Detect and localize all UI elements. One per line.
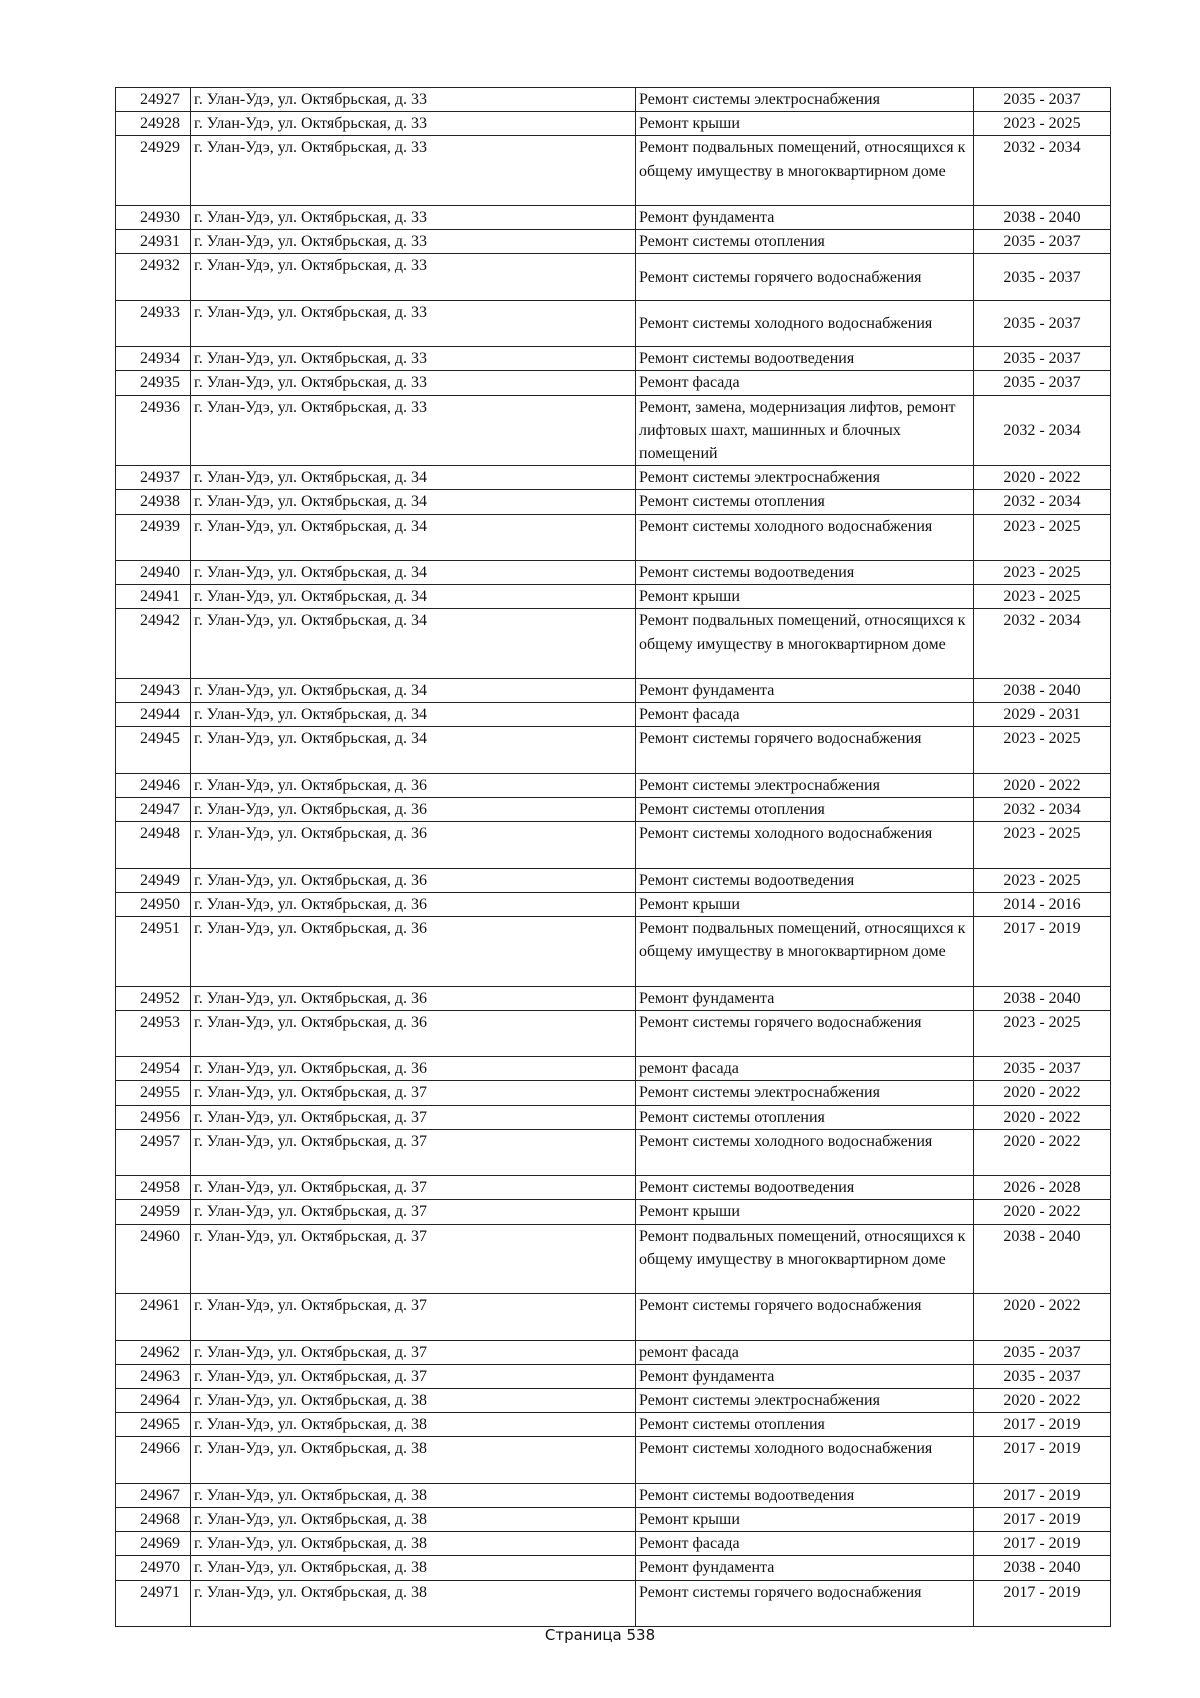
address-cell: г. Улан-Удэ, ул. Октябрьская, д. 33 <box>191 230 636 254</box>
table-row <box>116 1224 1111 1294</box>
work-type-cell: Ремонт системы холодного водоснабжения <box>636 1437 974 1483</box>
period-cell: 2035 - 2037 <box>974 1340 1111 1364</box>
address-cell: г. Улан-Удэ, ул. Октябрьская, д. 34 <box>191 561 636 585</box>
row-number-cell: 24961 <box>116 1294 191 1340</box>
row-number-cell: 24930 <box>116 206 191 230</box>
period-cell: 2020 - 2022 <box>974 1200 1111 1224</box>
table-row <box>116 1057 1111 1081</box>
table-row <box>116 88 1111 112</box>
work-type-cell: Ремонт системы холодного водоснабжения <box>636 514 974 560</box>
row-number-cell: 24959 <box>116 1200 191 1224</box>
address-cell: г. Улан-Удэ, ул. Октябрьская, д. 34 <box>191 585 636 609</box>
row-number-cell: 24941 <box>116 585 191 609</box>
table-row <box>116 490 1111 514</box>
row-number-cell: 24949 <box>116 868 191 892</box>
address-cell: г. Улан-Удэ, ул. Октябрьская, д. 38 <box>191 1580 636 1626</box>
address-cell: г. Улан-Удэ, ул. Октябрьская, д. 38 <box>191 1483 636 1507</box>
work-type-cell: Ремонт фасада <box>636 371 974 395</box>
row-number-cell: 24951 <box>116 917 191 987</box>
table-row <box>116 727 1111 773</box>
period-cell: 2035 - 2037 <box>974 347 1111 371</box>
row-number-cell: 24950 <box>116 892 191 916</box>
period-cell: 2035 - 2037 <box>974 371 1111 395</box>
address-cell: г. Улан-Удэ, ул. Октябрьская, д. 38 <box>191 1413 636 1437</box>
address-cell: г. Улан-Удэ, ул. Октябрьская, д. 37 <box>191 1129 636 1175</box>
address-cell: г. Улан-Удэ, ул. Октябрьская, д. 37 <box>191 1081 636 1105</box>
work-type-cell: ремонт фасада <box>636 1340 974 1364</box>
table-row <box>116 679 1111 703</box>
work-type-cell: Ремонт системы водоотведения <box>636 1483 974 1507</box>
work-type-cell: Ремонт фундамента <box>636 1364 974 1388</box>
address-cell: г. Улан-Удэ, ул. Октябрьская, д. 38 <box>191 1532 636 1556</box>
work-type-cell: Ремонт крыши <box>636 892 974 916</box>
work-type-cell: Ремонт крыши <box>636 1507 974 1531</box>
table-row <box>116 1176 1111 1200</box>
period-cell: 2032 - 2034 <box>974 395 1111 466</box>
address-cell: г. Улан-Удэ, ул. Октябрьская, д. 36 <box>191 868 636 892</box>
work-type-cell: Ремонт системы горячего водоснабжения <box>636 1010 974 1056</box>
address-cell: г. Улан-Удэ, ул. Октябрьская, д. 36 <box>191 1010 636 1056</box>
table-row <box>116 347 1111 371</box>
period-cell: 2023 - 2025 <box>974 1010 1111 1056</box>
row-number-cell: 24945 <box>116 727 191 773</box>
address-cell: г. Улан-Удэ, ул. Октябрьская, д. 36 <box>191 892 636 916</box>
table-row <box>116 1294 1111 1340</box>
table-row <box>116 561 1111 585</box>
address-cell: г. Улан-Удэ, ул. Октябрьская, д. 37 <box>191 1200 636 1224</box>
address-cell: г. Улан-Удэ, ул. Октябрьская, д. 38 <box>191 1556 636 1580</box>
work-type-cell: Ремонт системы отопления <box>636 230 974 254</box>
address-cell: г. Улан-Удэ, ул. Октябрьская, д. 36 <box>191 822 636 868</box>
row-number-cell: 24971 <box>116 1580 191 1626</box>
row-number-cell: 24931 <box>116 230 191 254</box>
work-type-cell: Ремонт системы водоотведения <box>636 1176 974 1200</box>
table-row <box>116 1105 1111 1129</box>
row-number-cell: 24963 <box>116 1364 191 1388</box>
table-row <box>116 1010 1111 1056</box>
period-cell: 2035 - 2037 <box>974 300 1111 346</box>
work-type-cell: Ремонт системы водоотведения <box>636 561 974 585</box>
period-cell: 2017 - 2019 <box>974 1437 1111 1483</box>
table-row <box>116 1200 1111 1224</box>
work-type-cell: Ремонт системы электроснабжения <box>636 1081 974 1105</box>
table-row <box>116 986 1111 1010</box>
address-cell: г. Улан-Удэ, ул. Октябрьская, д. 34 <box>191 703 636 727</box>
period-cell: 2020 - 2022 <box>974 1081 1111 1105</box>
period-cell: 2032 - 2034 <box>974 798 1111 822</box>
table-row <box>116 1081 1111 1105</box>
work-type-cell: Ремонт системы отопления <box>636 1105 974 1129</box>
row-number-cell: 24953 <box>116 1010 191 1056</box>
row-number-cell: 24938 <box>116 490 191 514</box>
address-cell: г. Улан-Удэ, ул. Октябрьская, д. 33 <box>191 371 636 395</box>
table-row <box>116 206 1111 230</box>
period-cell: 2017 - 2019 <box>974 1532 1111 1556</box>
row-number-cell: 24947 <box>116 798 191 822</box>
address-cell: г. Улан-Удэ, ул. Октябрьская, д. 36 <box>191 798 636 822</box>
address-cell: г. Улан-Удэ, ул. Октябрьская, д. 34 <box>191 679 636 703</box>
row-number-cell: 24948 <box>116 822 191 868</box>
row-number-cell: 24936 <box>116 395 191 466</box>
work-type-cell: Ремонт фундамента <box>636 986 974 1010</box>
period-cell: 2017 - 2019 <box>974 1580 1111 1626</box>
address-cell: г. Улан-Удэ, ул. Октябрьская, д. 37 <box>191 1176 636 1200</box>
address-cell: г. Улан-Удэ, ул. Октябрьская, д. 33 <box>191 395 636 466</box>
table-row <box>116 1413 1111 1437</box>
table-row <box>116 1340 1111 1364</box>
row-number-cell: 24932 <box>116 254 191 300</box>
address-cell: г. Улан-Удэ, ул. Октябрьская, д. 34 <box>191 490 636 514</box>
row-number-cell: 24928 <box>116 112 191 136</box>
row-number-cell: 24940 <box>116 561 191 585</box>
period-cell: 2038 - 2040 <box>974 986 1111 1010</box>
table-row <box>116 822 1111 868</box>
row-number-cell: 24933 <box>116 300 191 346</box>
table-row <box>116 1437 1111 1483</box>
period-cell: 2035 - 2037 <box>974 1057 1111 1081</box>
table-row <box>116 773 1111 797</box>
work-type-cell: Ремонт системы электроснабжения <box>636 773 974 797</box>
work-type-cell: Ремонт системы электроснабжения <box>636 466 974 490</box>
table-body <box>116 88 1111 1627</box>
row-number-cell: 24966 <box>116 1437 191 1483</box>
address-cell: г. Улан-Удэ, ул. Октябрьская, д. 34 <box>191 514 636 560</box>
period-cell: 2032 - 2034 <box>974 609 1111 679</box>
period-cell: 2035 - 2037 <box>974 1364 1111 1388</box>
row-number-cell: 24946 <box>116 773 191 797</box>
period-cell: 2026 - 2028 <box>974 1176 1111 1200</box>
period-cell: 2020 - 2022 <box>974 1388 1111 1412</box>
address-cell: г. Улан-Удэ, ул. Октябрьская, д. 33 <box>191 136 636 206</box>
row-number-cell: 24970 <box>116 1556 191 1580</box>
table-row <box>116 230 1111 254</box>
row-number-cell: 24965 <box>116 1413 191 1437</box>
table-row <box>116 1507 1111 1531</box>
address-cell: г. Улан-Удэ, ул. Октябрьская, д. 34 <box>191 727 636 773</box>
row-number-cell: 24935 <box>116 371 191 395</box>
row-number-cell: 24944 <box>116 703 191 727</box>
row-number-cell: 24964 <box>116 1388 191 1412</box>
work-type-cell: Ремонт подвальных помещений, относящихся к общему имуществу в многоквартирном доме <box>636 609 974 679</box>
table-row <box>116 254 1111 300</box>
row-number-cell: 24958 <box>116 1176 191 1200</box>
address-cell: г. Улан-Удэ, ул. Октябрьская, д. 36 <box>191 773 636 797</box>
period-cell: 2038 - 2040 <box>974 1224 1111 1294</box>
period-cell: 2023 - 2025 <box>974 585 1111 609</box>
table-row <box>116 892 1111 916</box>
period-cell: 2035 - 2037 <box>974 230 1111 254</box>
period-cell: 2038 - 2040 <box>974 1556 1111 1580</box>
address-cell: г. Улан-Удэ, ул. Октябрьская, д. 37 <box>191 1105 636 1129</box>
period-cell: 2017 - 2019 <box>974 1483 1111 1507</box>
table-row <box>116 395 1111 466</box>
table-row <box>116 1364 1111 1388</box>
work-type-cell: ремонт фасада <box>636 1057 974 1081</box>
period-cell: 2035 - 2037 <box>974 88 1111 112</box>
work-type-cell: Ремонт системы водоотведения <box>636 347 974 371</box>
period-cell: 2023 - 2025 <box>974 727 1111 773</box>
row-number-cell: 24929 <box>116 136 191 206</box>
table-row <box>116 798 1111 822</box>
table-row <box>116 917 1111 987</box>
work-type-cell: Ремонт системы холодного водоснабжения <box>636 300 974 346</box>
address-cell: г. Улан-Удэ, ул. Октябрьская, д. 38 <box>191 1437 636 1483</box>
work-type-cell: Ремонт фундамента <box>636 206 974 230</box>
period-cell: 2017 - 2019 <box>974 1507 1111 1531</box>
work-type-cell: Ремонт системы водоотведения <box>636 868 974 892</box>
table-row <box>116 300 1111 346</box>
row-number-cell: 24934 <box>116 347 191 371</box>
row-number-cell: 24954 <box>116 1057 191 1081</box>
table-row <box>116 585 1111 609</box>
row-number-cell: 24967 <box>116 1483 191 1507</box>
work-type-cell: Ремонт крыши <box>636 1200 974 1224</box>
period-cell: 2020 - 2022 <box>974 773 1111 797</box>
row-number-cell: 24960 <box>116 1224 191 1294</box>
work-type-cell: Ремонт системы горячего водоснабжения <box>636 1580 974 1626</box>
row-number-cell: 24952 <box>116 986 191 1010</box>
address-cell: г. Улан-Удэ, ул. Октябрьская, д. 33 <box>191 206 636 230</box>
table-row <box>116 371 1111 395</box>
address-cell: г. Улан-Удэ, ул. Октябрьская, д. 38 <box>191 1507 636 1531</box>
table-row <box>116 703 1111 727</box>
period-cell: 2038 - 2040 <box>974 679 1111 703</box>
work-type-cell: Ремонт системы отопления <box>636 798 974 822</box>
table-row <box>116 514 1111 560</box>
row-number-cell: 24943 <box>116 679 191 703</box>
period-cell: 2023 - 2025 <box>974 561 1111 585</box>
period-cell: 2017 - 2019 <box>974 917 1111 987</box>
address-cell: г. Улан-Удэ, ул. Октябрьская, д. 34 <box>191 466 636 490</box>
work-type-cell: Ремонт фасада <box>636 1532 974 1556</box>
work-type-cell: Ремонт системы холодного водоснабжения <box>636 822 974 868</box>
address-cell: г. Улан-Удэ, ул. Октябрьская, д. 37 <box>191 1294 636 1340</box>
capital-repair-table-container <box>115 87 1110 1627</box>
row-number-cell: 24968 <box>116 1507 191 1531</box>
address-cell: г. Улан-Удэ, ул. Октябрьская, д. 33 <box>191 300 636 346</box>
address-cell: г. Улан-Удэ, ул. Октябрьская, д. 33 <box>191 254 636 300</box>
row-number-cell: 24969 <box>116 1532 191 1556</box>
work-type-cell: Ремонт системы отопления <box>636 490 974 514</box>
address-cell: г. Улан-Удэ, ул. Октябрьская, д. 33 <box>191 88 636 112</box>
page-number: Страница 538 <box>544 1626 656 1644</box>
period-cell: 2023 - 2025 <box>974 868 1111 892</box>
work-type-cell: Ремонт подвальных помещений, относящихся к общему имуществу в многоквартирном доме <box>636 136 974 206</box>
table-row <box>116 1580 1111 1626</box>
row-number-cell: 24927 <box>116 88 191 112</box>
work-type-cell: Ремонт фасада <box>636 703 974 727</box>
period-cell: 2023 - 2025 <box>974 822 1111 868</box>
table-row <box>116 868 1111 892</box>
address-cell: г. Улан-Удэ, ул. Октябрьская, д. 37 <box>191 1364 636 1388</box>
table-row <box>116 1483 1111 1507</box>
row-number-cell: 24957 <box>116 1129 191 1175</box>
address-cell: г. Улан-Удэ, ул. Октябрьская, д. 36 <box>191 1057 636 1081</box>
work-type-cell: Ремонт подвальных помещений, относящихся к общему имуществу в многоквартирном доме <box>636 917 974 987</box>
period-cell: 2023 - 2025 <box>974 514 1111 560</box>
table-row <box>116 136 1111 206</box>
address-cell: г. Улан-Удэ, ул. Октябрьская, д. 33 <box>191 347 636 371</box>
row-number-cell: 24956 <box>116 1105 191 1129</box>
table-row <box>116 1129 1111 1175</box>
work-type-cell: Ремонт фундамента <box>636 679 974 703</box>
work-type-cell: Ремонт подвальных помещений, относящихся к общему имуществу в многоквартирном доме <box>636 1224 974 1294</box>
work-type-cell: Ремонт системы холодного водоснабжения <box>636 1129 974 1175</box>
table-row <box>116 466 1111 490</box>
address-cell: г. Улан-Удэ, ул. Октябрьская, д. 34 <box>191 609 636 679</box>
period-cell: 2023 - 2025 <box>974 112 1111 136</box>
address-cell: г. Улан-Удэ, ул. Октябрьская, д. 36 <box>191 986 636 1010</box>
row-number-cell: 24939 <box>116 514 191 560</box>
work-type-cell: Ремонт системы горячего водоснабжения <box>636 254 974 300</box>
work-type-cell: Ремонт системы горячего водоснабжения <box>636 727 974 773</box>
period-cell: 2020 - 2022 <box>974 466 1111 490</box>
period-cell: 2032 - 2034 <box>974 136 1111 206</box>
period-cell: 2020 - 2022 <box>974 1105 1111 1129</box>
row-number-cell: 24962 <box>116 1340 191 1364</box>
period-cell: 2020 - 2022 <box>974 1129 1111 1175</box>
work-type-cell: Ремонт крыши <box>636 585 974 609</box>
work-type-cell: Ремонт системы отопления <box>636 1413 974 1437</box>
capital-repair-table <box>115 87 1111 1627</box>
work-type-cell: Ремонт фундамента <box>636 1556 974 1580</box>
row-number-cell: 24955 <box>116 1081 191 1105</box>
period-cell: 2014 - 2016 <box>974 892 1111 916</box>
period-cell: 2035 - 2037 <box>974 254 1111 300</box>
table-row <box>116 1388 1111 1412</box>
row-number-cell: 24942 <box>116 609 191 679</box>
period-cell: 2038 - 2040 <box>974 206 1111 230</box>
table-row <box>116 112 1111 136</box>
work-type-cell: Ремонт системы горячего водоснабжения <box>636 1294 974 1340</box>
table-row <box>116 1556 1111 1580</box>
table-row <box>116 609 1111 679</box>
address-cell: г. Улан-Удэ, ул. Октябрьская, д. 33 <box>191 112 636 136</box>
table-row <box>116 1532 1111 1556</box>
period-cell: 2017 - 2019 <box>974 1413 1111 1437</box>
period-cell: 2032 - 2034 <box>974 490 1111 514</box>
address-cell: г. Улан-Удэ, ул. Октябрьская, д. 37 <box>191 1340 636 1364</box>
address-cell: г. Улан-Удэ, ул. Октябрьская, д. 38 <box>191 1388 636 1412</box>
period-cell: 2029 - 2031 <box>974 703 1111 727</box>
address-cell: г. Улан-Удэ, ул. Октябрьская, д. 37 <box>191 1224 636 1294</box>
address-cell: г. Улан-Удэ, ул. Октябрьская, д. 36 <box>191 917 636 987</box>
period-cell: 2020 - 2022 <box>974 1294 1111 1340</box>
work-type-cell: Ремонт, замена, модернизация лифтов, ремонт лифтовых шахт, машинных и блочных помещений <box>636 395 974 466</box>
work-type-cell: Ремонт системы электроснабжения <box>636 1388 974 1412</box>
work-type-cell: Ремонт крыши <box>636 112 974 136</box>
work-type-cell: Ремонт системы электроснабжения <box>636 88 974 112</box>
row-number-cell: 24937 <box>116 466 191 490</box>
